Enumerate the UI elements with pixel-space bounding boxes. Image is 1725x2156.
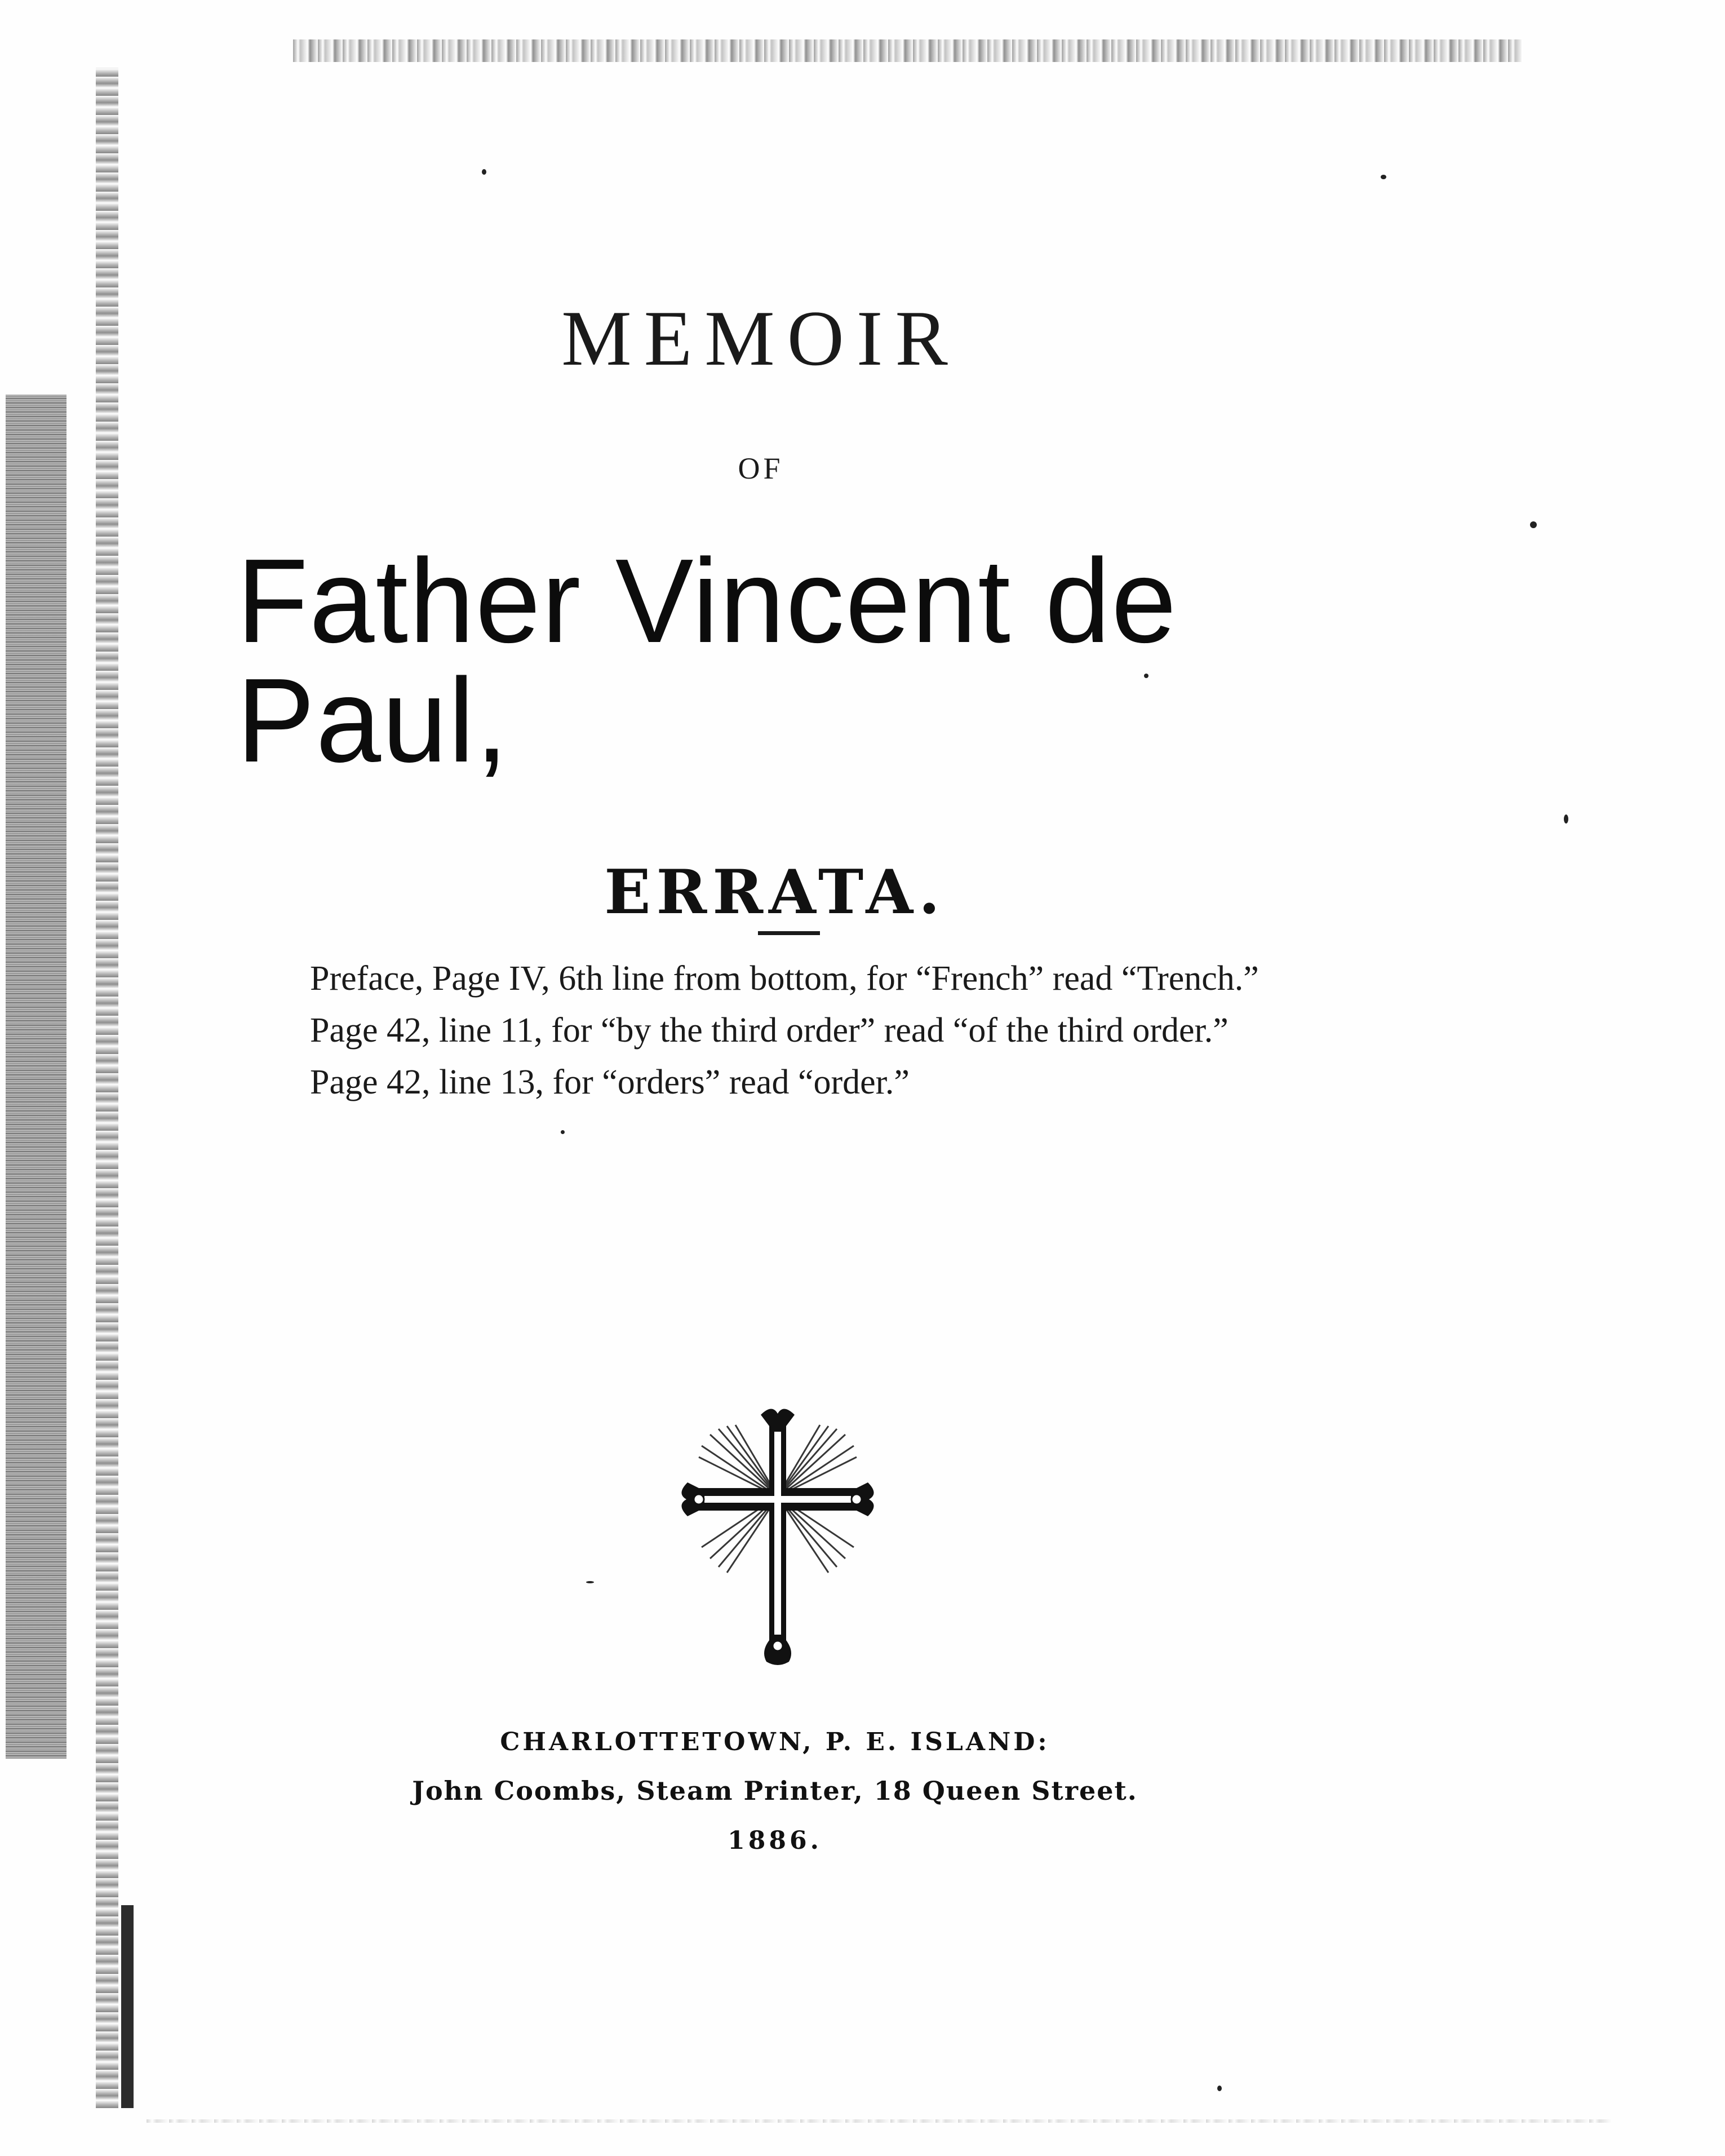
scan-binding-shadow bbox=[121, 1905, 134, 2108]
scan-top-noise bbox=[293, 39, 1522, 62]
errata-item: Preface, Page IV, 6th line from bottom, for “French” read “Trench.” bbox=[310, 959, 1259, 998]
of-line: OF bbox=[738, 451, 784, 485]
scan-speck bbox=[1217, 2086, 1222, 2091]
memoir-title: MEMOIR bbox=[561, 295, 960, 382]
errata-list bbox=[270, 953, 1319, 1108]
scan-speck bbox=[1381, 175, 1386, 179]
imprint-printer: John Coombs, Steam Printer, 18 Queen Street. bbox=[412, 1776, 1138, 1806]
scan-bottom-noise bbox=[147, 2119, 1612, 2123]
subject-name: Father Vincent de Paul, bbox=[237, 534, 1178, 787]
scan-speck bbox=[561, 1130, 565, 1134]
errata-item: Page 42, line 11, for “by the third order” read “of the third order.” bbox=[310, 1011, 1229, 1050]
scan-speck bbox=[1530, 521, 1537, 528]
scan-speck bbox=[1564, 814, 1568, 824]
scan-speck bbox=[586, 1581, 594, 1583]
scan-binding-strip bbox=[6, 395, 66, 1759]
errata-item: Page 42, line 13, for “orders” read “order.” bbox=[310, 1063, 910, 1101]
errata-heading: ERRATA. bbox=[604, 857, 946, 928]
imprint-place: CHARLOTTETOWN, P. E. ISLAND: bbox=[500, 1728, 1050, 1756]
cross-ornament-icon bbox=[676, 1404, 879, 1668]
errata-divider bbox=[758, 931, 820, 935]
imprint-year: 1886. bbox=[728, 1826, 822, 1855]
scan-speck bbox=[482, 169, 486, 175]
